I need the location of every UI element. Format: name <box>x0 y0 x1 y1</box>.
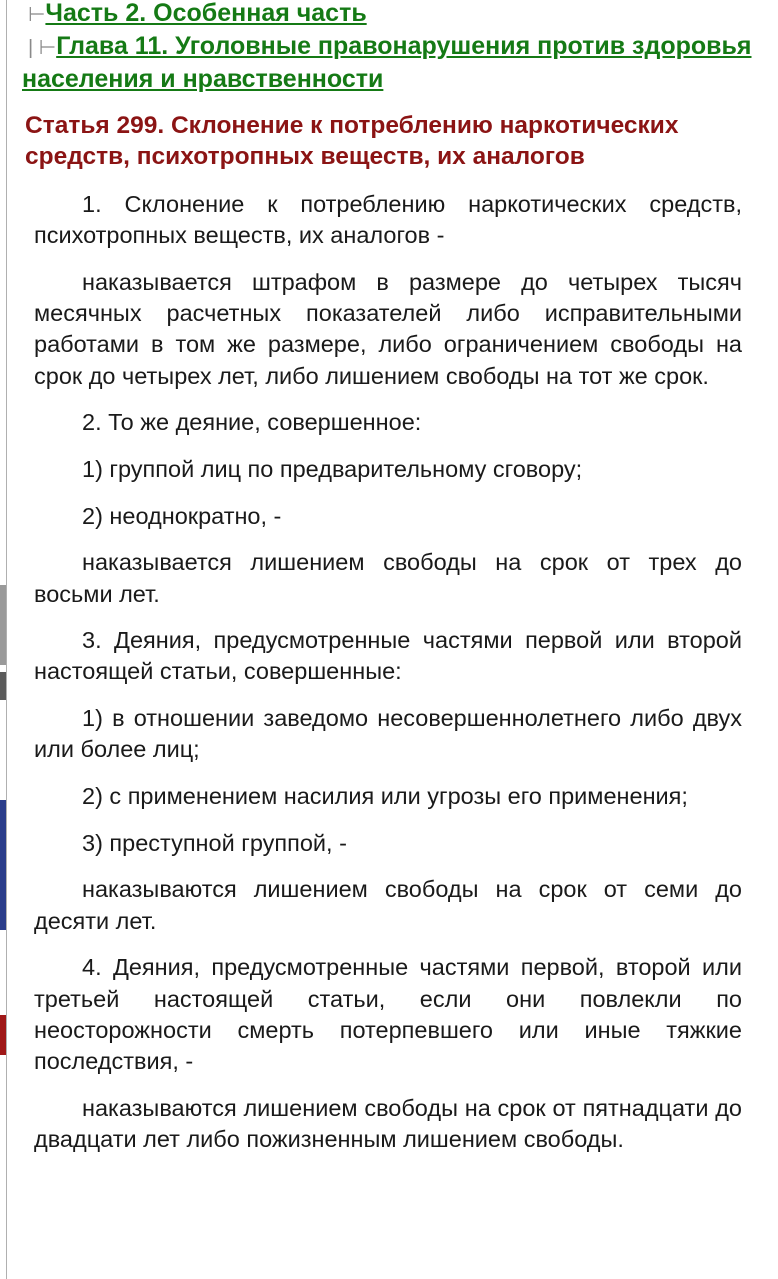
breadcrumb <box>22 0 758 95</box>
article-paragraph: 1) группой лиц по предварительному сговору; <box>82 455 583 482</box>
article-paragraph: наказывается лишением свободы на срок от трех до восьми лет. <box>34 549 742 607</box>
left-edge-segment <box>0 585 6 665</box>
breadcrumb-part-link[interactable] <box>22 0 758 31</box>
breadcrumb-chapter-link[interactable] <box>22 31 758 95</box>
article-paragraph: 1. Склонение к потреблению наркотических средств, психотропных веществ, их аналогов - <box>34 191 742 249</box>
article-paragraph: наказываются лишением свободы на срок от пятнадцати до двадцати лет либо пожизненным лишением свободы. <box>34 1094 742 1152</box>
article-paragraph: 3. Деяния, предусмотренные частями первой или второй настоящей статьи, совершенные: <box>34 627 742 685</box>
article-title: Статья 299. Склонение к потреблению наркотических средств, психотропных веществ, их аналогов <box>25 112 679 170</box>
breadcrumb-chapter-label: Глава 11. Уголовные правонарушения против здоровья населения и нравственности <box>22 32 752 93</box>
article-paragraph: 4. Деяния, предусмотренные частями первой, второй или третьей настоящей статьи, если они повлекли по неосторожности смерть потерпевшего или иные тяжкие последствия, - <box>34 954 742 1074</box>
article-paragraph: 3) преступной группой, - <box>82 829 347 856</box>
article-body <box>34 189 742 1171</box>
article-paragraph: наказываются лишением свободы на срок от семи до десяти лет. <box>34 876 742 934</box>
tree-branch-icon: | ⊢ <box>28 37 57 59</box>
left-edge-segment <box>0 800 6 930</box>
breadcrumb-part-label: Часть 2. Особенная часть <box>45 0 367 27</box>
tree-branch-icon: ⊢ <box>28 4 46 26</box>
article-paragraph: 2) неоднократно, - <box>82 502 282 529</box>
article-paragraph: 1) в отношении заведомо несовершеннолетнего либо двух или более лиц; <box>34 705 742 763</box>
left-edge-panel <box>0 0 7 1279</box>
article-paragraph: 2) с применением насилия или угрозы его применения; <box>82 783 688 810</box>
left-edge-segment <box>0 672 6 700</box>
article-paragraph: наказывается штрафом в размере до четырех тысяч месячных расчетных показателей либо исправительными работами в том же размере, либо ограничением свободы на срок до четырех лет, либо лишением свободы на тот же срок. <box>34 268 742 389</box>
left-edge-segment <box>0 1015 6 1055</box>
article-paragraph: 2. То же деяние, совершенное: <box>82 409 422 436</box>
